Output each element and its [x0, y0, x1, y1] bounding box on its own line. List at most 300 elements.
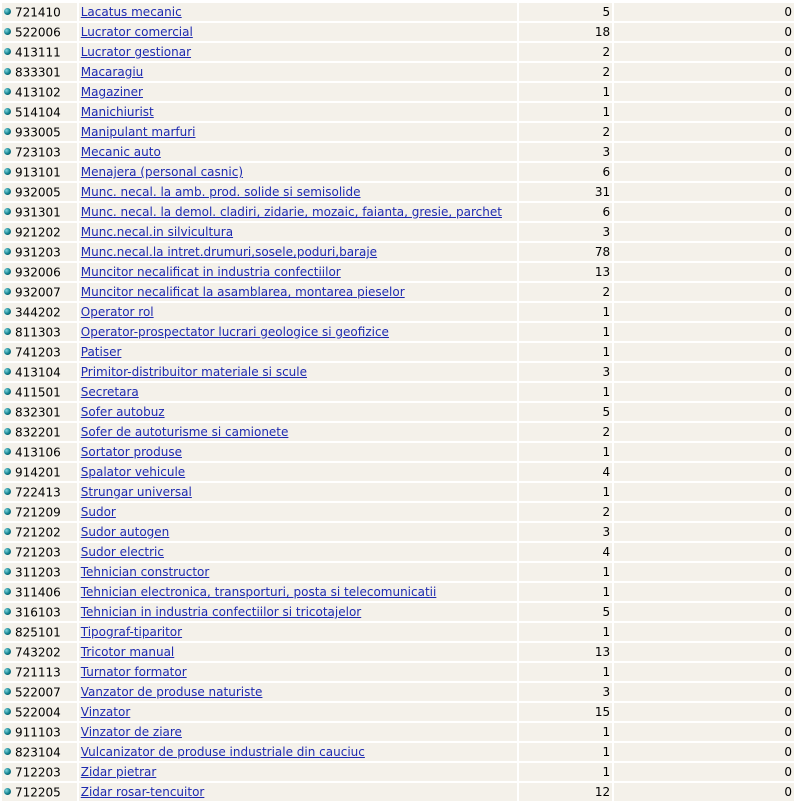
occupation-name-cell — [79, 263, 517, 281]
occupation-link[interactable]: Munc. necal. la amb. prod. solide si semisolide — [80, 185, 361, 199]
occupation-code-cell — [2, 743, 77, 761]
vacancies-count: 3 — [519, 523, 612, 541]
occupation-name-cell — [79, 3, 517, 21]
table-row — [2, 723, 794, 741]
occupation-code: 914201 — [15, 465, 61, 480]
bullet-icon — [4, 328, 11, 335]
table-row — [2, 263, 794, 281]
bullet-icon — [4, 128, 11, 135]
secondary-count: 0 — [614, 503, 794, 521]
occupation-code: 522004 — [15, 705, 61, 720]
secondary-count: 0 — [614, 63, 794, 81]
occupation-code: 413106 — [15, 445, 61, 460]
secondary-count: 0 — [614, 23, 794, 41]
occupation-link[interactable]: Zidar rosar-tencuitor — [80, 785, 205, 799]
secondary-count: 0 — [614, 43, 794, 61]
secondary-count: 0 — [614, 83, 794, 101]
table-row — [2, 463, 794, 481]
occupation-code: 913101 — [15, 165, 61, 180]
occupation-code-cell — [2, 263, 77, 281]
occupation-link[interactable]: Patiser — [80, 345, 122, 359]
occupation-code-cell — [2, 683, 77, 701]
occupation-name-cell — [79, 23, 517, 41]
occupation-link[interactable]: Vulcanizator de produse industriale din cauciuc — [80, 745, 365, 759]
table-row — [2, 523, 794, 541]
occupation-code: 811303 — [15, 325, 61, 340]
vacancies-count: 1 — [519, 483, 612, 501]
table-row — [2, 443, 794, 461]
table-row — [2, 503, 794, 521]
occupation-code-cell — [2, 123, 77, 141]
occupation-code-cell — [2, 323, 77, 341]
occupation-code: 931301 — [15, 205, 61, 220]
occupation-link[interactable]: Sortator produse — [80, 445, 182, 459]
occupation-code-cell — [2, 303, 77, 321]
occupation-code: 413111 — [15, 45, 61, 60]
table-row — [2, 363, 794, 381]
occupation-code-cell — [2, 43, 77, 61]
occupation-name-cell — [79, 243, 517, 261]
secondary-count: 0 — [614, 583, 794, 601]
occupation-code: 316103 — [15, 605, 61, 620]
occupation-link[interactable]: Sudor electric — [80, 545, 164, 559]
table-row — [2, 683, 794, 701]
occupation-link[interactable]: Muncitor necalificat la asamblarea, montarea pieselor — [80, 285, 405, 299]
bullet-icon — [4, 748, 11, 755]
occupation-link[interactable]: Menajera (personal casnic) — [80, 165, 244, 179]
occupation-code-cell — [2, 63, 77, 81]
occupation-name-cell — [79, 663, 517, 681]
secondary-count: 0 — [614, 463, 794, 481]
occupation-code-cell — [2, 483, 77, 501]
occupation-name-cell — [79, 483, 517, 501]
occupation-link[interactable]: Tipograf-tiparitor — [80, 625, 183, 639]
table-row — [2, 343, 794, 361]
bullet-icon — [4, 508, 11, 515]
bullet-icon — [4, 488, 11, 495]
occupation-name-cell — [79, 643, 517, 661]
occupation-code-cell — [2, 763, 77, 781]
vacancies-count: 1 — [519, 343, 612, 361]
vacancies-count: 3 — [519, 683, 612, 701]
bullet-icon — [4, 708, 11, 715]
bullet-icon — [4, 148, 11, 155]
vacancies-count: 2 — [519, 283, 612, 301]
table-row — [2, 543, 794, 561]
vacancies-count: 4 — [519, 543, 612, 561]
table-row — [2, 403, 794, 421]
secondary-count: 0 — [614, 783, 794, 801]
occupation-code-cell — [2, 663, 77, 681]
table-row — [2, 703, 794, 721]
table-row — [2, 483, 794, 501]
secondary-count: 0 — [614, 143, 794, 161]
bullet-icon — [4, 468, 11, 475]
bullet-icon — [4, 608, 11, 615]
occupation-code-cell — [2, 383, 77, 401]
occupation-link[interactable]: Munc.necal.in silvicultura — [80, 225, 234, 239]
secondary-count: 0 — [614, 643, 794, 661]
table-row — [2, 783, 794, 801]
vacancies-count: 1 — [519, 443, 612, 461]
table-row — [2, 3, 794, 21]
secondary-count: 0 — [614, 203, 794, 221]
occupation-code: 932005 — [15, 185, 61, 200]
occupation-code: 722413 — [15, 485, 61, 500]
occupation-code: 712203 — [15, 765, 61, 780]
occupation-link[interactable]: Sudor — [80, 505, 116, 519]
secondary-count: 0 — [614, 403, 794, 421]
occupation-code-cell — [2, 623, 77, 641]
bullet-icon — [4, 648, 11, 655]
secondary-count: 0 — [614, 303, 794, 321]
occupation-link[interactable]: Sofer de autoturisme si camionete — [80, 425, 289, 439]
secondary-count: 0 — [614, 323, 794, 341]
occupation-link[interactable]: Vinzator de ziare — [80, 725, 182, 739]
bullet-icon — [4, 688, 11, 695]
occupation-code: 721113 — [15, 665, 61, 680]
bullet-icon — [4, 448, 11, 455]
occupation-name-cell — [79, 383, 517, 401]
table-row — [2, 123, 794, 141]
occupation-code-cell — [2, 363, 77, 381]
table-row — [2, 143, 794, 161]
secondary-count: 0 — [614, 543, 794, 561]
table-row — [2, 183, 794, 201]
secondary-count: 0 — [614, 743, 794, 761]
occupation-code: 933005 — [15, 125, 61, 140]
occupation-code-cell — [2, 403, 77, 421]
vacancies-count: 3 — [519, 143, 612, 161]
occupation-code-cell — [2, 443, 77, 461]
occupation-code: 721203 — [15, 545, 61, 560]
occupation-code: 741203 — [15, 345, 61, 360]
bullet-icon — [4, 268, 11, 275]
bullet-icon — [4, 768, 11, 775]
occupation-code-cell — [2, 703, 77, 721]
table-row — [2, 163, 794, 181]
occupation-code: 311203 — [15, 565, 61, 580]
secondary-count: 0 — [614, 243, 794, 261]
occupation-link[interactable]: Secretara — [80, 385, 139, 399]
occupation-code: 411501 — [15, 385, 61, 400]
vacancies-count: 1 — [519, 623, 612, 641]
vacancies-count: 1 — [519, 663, 612, 681]
secondary-count: 0 — [614, 183, 794, 201]
occupation-code: 723103 — [15, 145, 61, 160]
occupation-link[interactable]: Munc. necal. la demol. cladiri, zidarie, mozaic, faianta, gresie, parchet — [80, 205, 502, 219]
occupation-link[interactable]: Zidar pietrar — [80, 765, 157, 779]
vacancies-count: 1 — [519, 383, 612, 401]
vacancies-count: 1 — [519, 583, 612, 601]
occupation-link[interactable]: Sofer autobuz — [80, 405, 165, 419]
occupation-name-cell — [79, 183, 517, 201]
vacancies-count: 2 — [519, 423, 612, 441]
bullet-icon — [4, 308, 11, 315]
secondary-count: 0 — [614, 563, 794, 581]
occupation-code: 344202 — [15, 305, 61, 320]
occupation-code-cell — [2, 583, 77, 601]
table-row — [2, 23, 794, 41]
bullet-icon — [4, 568, 11, 575]
vacancies-count: 5 — [519, 603, 612, 621]
occupation-name-cell — [79, 223, 517, 241]
secondary-count: 0 — [614, 623, 794, 641]
occupation-name-cell — [79, 763, 517, 781]
occupation-code: 522006 — [15, 25, 61, 40]
job-openings-table — [0, 1, 794, 803]
occupation-name-cell — [79, 503, 517, 521]
occupation-code-cell — [2, 243, 77, 261]
bullet-icon — [4, 588, 11, 595]
occupation-link[interactable]: Vanzator de produse naturiste — [80, 685, 263, 699]
bullet-icon — [4, 408, 11, 415]
bullet-icon — [4, 188, 11, 195]
occupation-code: 721202 — [15, 525, 61, 540]
occupation-link[interactable]: Turnator formator — [80, 665, 187, 679]
occupation-link[interactable]: Vinzator — [80, 705, 131, 719]
vacancies-count: 1 — [519, 723, 612, 741]
bullet-icon — [4, 108, 11, 115]
table-body — [2, 3, 794, 801]
bullet-icon — [4, 628, 11, 635]
vacancies-count: 2 — [519, 503, 612, 521]
vacancies-count: 18 — [519, 23, 612, 41]
occupation-link[interactable]: Macaragiu — [80, 65, 144, 79]
secondary-count: 0 — [614, 103, 794, 121]
secondary-count: 0 — [614, 723, 794, 741]
secondary-count: 0 — [614, 483, 794, 501]
occupation-link[interactable]: Tricotor manual — [80, 645, 175, 659]
table-row — [2, 423, 794, 441]
secondary-count: 0 — [614, 663, 794, 681]
occupation-link[interactable]: Operator rol — [80, 305, 154, 319]
vacancies-count: 1 — [519, 83, 612, 101]
occupation-name-cell — [79, 283, 517, 301]
occupation-code-cell — [2, 183, 77, 201]
occupation-code: 911103 — [15, 725, 61, 740]
vacancies-count: 6 — [519, 163, 612, 181]
occupation-link[interactable]: Sudor autogen — [80, 525, 170, 539]
vacancies-count: 1 — [519, 323, 612, 341]
table-row — [2, 283, 794, 301]
bullet-icon — [4, 248, 11, 255]
occupation-link[interactable]: Lacatus mecanic — [80, 5, 182, 19]
occupation-code: 522007 — [15, 685, 61, 700]
bullet-icon — [4, 348, 11, 355]
vacancies-count: 2 — [519, 43, 612, 61]
occupation-code: 721209 — [15, 505, 61, 520]
occupation-code: 743202 — [15, 645, 61, 660]
table-row — [2, 43, 794, 61]
occupation-link[interactable]: Manichiurist — [80, 105, 154, 119]
vacancies-count: 1 — [519, 303, 612, 321]
occupation-name-cell — [79, 43, 517, 61]
occupation-code-cell — [2, 283, 77, 301]
occupation-name-cell — [79, 543, 517, 561]
bullet-icon — [4, 88, 11, 95]
table-row — [2, 383, 794, 401]
vacancies-count: 3 — [519, 223, 612, 241]
occupation-name-cell — [79, 103, 517, 121]
vacancies-count: 3 — [519, 363, 612, 381]
occupation-name-cell — [79, 563, 517, 581]
occupation-link[interactable]: Mecanic auto — [80, 145, 161, 159]
secondary-count: 0 — [614, 443, 794, 461]
occupation-link[interactable]: Primitor-distribuitor materiale si scule — [80, 365, 307, 379]
secondary-count: 0 — [614, 3, 794, 21]
occupation-code-cell — [2, 603, 77, 621]
occupation-code-cell — [2, 423, 77, 441]
bullet-icon — [4, 388, 11, 395]
table-row — [2, 203, 794, 221]
occupation-name-cell — [79, 303, 517, 321]
bullet-icon — [4, 668, 11, 675]
occupation-code-cell — [2, 223, 77, 241]
occupation-code-cell — [2, 163, 77, 181]
occupation-code: 932007 — [15, 285, 61, 300]
occupation-link[interactable]: Muncitor necalificat in industria confectiilor — [80, 265, 341, 279]
occupation-code: 931203 — [15, 245, 61, 260]
occupation-name-cell — [79, 323, 517, 341]
occupation-code: 712205 — [15, 785, 61, 800]
occupation-name-cell — [79, 603, 517, 621]
table-row — [2, 563, 794, 581]
occupation-code: 833301 — [15, 65, 61, 80]
table-row — [2, 223, 794, 241]
occupation-name-cell — [79, 423, 517, 441]
occupation-name-cell — [79, 523, 517, 541]
occupation-link[interactable]: Magaziner — [80, 85, 143, 99]
secondary-count: 0 — [614, 223, 794, 241]
occupation-code: 823104 — [15, 745, 61, 760]
occupation-name-cell — [79, 123, 517, 141]
vacancies-count: 6 — [519, 203, 612, 221]
secondary-count: 0 — [614, 703, 794, 721]
secondary-count: 0 — [614, 683, 794, 701]
vacancies-count: 1 — [519, 563, 612, 581]
table-row — [2, 763, 794, 781]
occupation-code-cell — [2, 783, 77, 801]
secondary-count: 0 — [614, 163, 794, 181]
vacancies-count: 2 — [519, 123, 612, 141]
table-row — [2, 63, 794, 81]
occupation-code: 825101 — [15, 625, 61, 640]
vacancies-count: 1 — [519, 763, 612, 781]
occupation-code-cell — [2, 203, 77, 221]
table-row — [2, 83, 794, 101]
occupation-link[interactable]: Tehnician in industria confectiilor si tricotajelor — [80, 605, 362, 619]
occupation-code: 514104 — [15, 105, 61, 120]
occupation-code-cell — [2, 643, 77, 661]
occupation-code: 832301 — [15, 405, 61, 420]
occupation-link[interactable]: Manipulant marfuri — [80, 125, 196, 139]
occupation-name-cell — [79, 623, 517, 641]
occupation-name-cell — [79, 363, 517, 381]
occupation-code: 721410 — [15, 5, 61, 20]
secondary-count: 0 — [614, 523, 794, 541]
occupation-name-cell — [79, 723, 517, 741]
occupation-name-cell — [79, 443, 517, 461]
occupation-code: 932006 — [15, 265, 61, 280]
vacancies-count: 5 — [519, 3, 612, 21]
bullet-icon — [4, 208, 11, 215]
occupation-name-cell — [79, 583, 517, 601]
bullet-icon — [4, 368, 11, 375]
occupation-code-cell — [2, 83, 77, 101]
occupation-name-cell — [79, 743, 517, 761]
table-row — [2, 603, 794, 621]
occupation-link[interactable]: Spalator vehicule — [80, 465, 186, 479]
occupation-link[interactable]: Lucrator gestionar — [80, 45, 192, 59]
occupation-code: 413104 — [15, 365, 61, 380]
occupation-name-cell — [79, 783, 517, 801]
occupation-code-cell — [2, 343, 77, 361]
occupation-code: 413102 — [15, 85, 61, 100]
vacancies-count: 4 — [519, 463, 612, 481]
table-row — [2, 243, 794, 261]
occupation-link[interactable]: Lucrator comercial — [80, 25, 193, 39]
bullet-icon — [4, 788, 11, 795]
occupation-code: 311406 — [15, 585, 61, 600]
bullet-icon — [4, 28, 11, 35]
occupation-link[interactable]: Operator-prospectator lucrari geologice si geofizice — [80, 325, 389, 339]
bullet-icon — [4, 728, 11, 735]
occupation-name-cell — [79, 683, 517, 701]
occupation-code-cell — [2, 523, 77, 541]
occupation-code: 832201 — [15, 425, 61, 440]
occupation-code-cell — [2, 563, 77, 581]
vacancies-count: 1 — [519, 103, 612, 121]
secondary-count: 0 — [614, 283, 794, 301]
secondary-count: 0 — [614, 363, 794, 381]
bullet-icon — [4, 68, 11, 75]
occupation-name-cell — [79, 163, 517, 181]
secondary-count: 0 — [614, 603, 794, 621]
secondary-count: 0 — [614, 423, 794, 441]
vacancies-count: 78 — [519, 243, 612, 261]
bullet-icon — [4, 8, 11, 15]
occupation-name-cell — [79, 403, 517, 421]
table-row — [2, 663, 794, 681]
occupation-link[interactable]: Tehnician electronica, transporturi, posta si telecomunicatii — [80, 585, 437, 599]
occupation-code: 921202 — [15, 225, 61, 240]
table-row — [2, 323, 794, 341]
table-row — [2, 643, 794, 661]
vacancies-count: 1 — [519, 743, 612, 761]
vacancies-count: 2 — [519, 63, 612, 81]
secondary-count: 0 — [614, 763, 794, 781]
vacancies-count: 5 — [519, 403, 612, 421]
occupation-link[interactable]: Strungar universal — [80, 485, 192, 499]
bullet-icon — [4, 528, 11, 535]
occupation-name-cell — [79, 463, 517, 481]
occupation-code-cell — [2, 103, 77, 121]
occupation-link[interactable]: Munc.necal.la intret.drumuri,sosele,poduri,baraje — [80, 245, 378, 259]
occupation-name-cell — [79, 63, 517, 81]
occupation-code-cell — [2, 543, 77, 561]
occupation-code-cell — [2, 723, 77, 741]
table-row — [2, 103, 794, 121]
bullet-icon — [4, 548, 11, 555]
secondary-count: 0 — [614, 343, 794, 361]
secondary-count: 0 — [614, 123, 794, 141]
bullet-icon — [4, 428, 11, 435]
table-row — [2, 743, 794, 761]
occupation-name-cell — [79, 83, 517, 101]
table-row — [2, 303, 794, 321]
occupation-link[interactable]: Tehnician constructor — [80, 565, 210, 579]
